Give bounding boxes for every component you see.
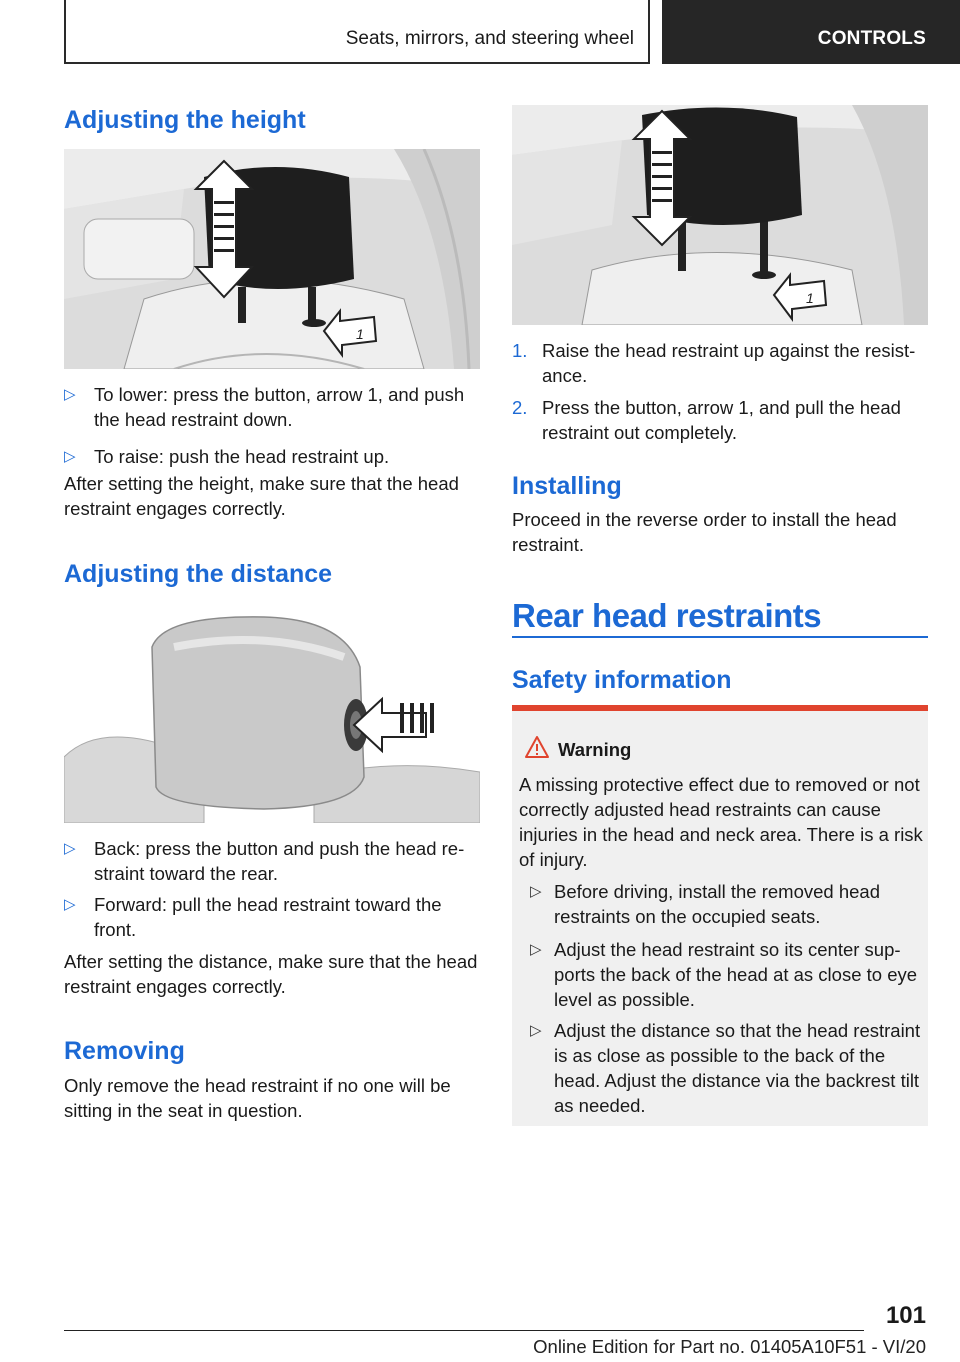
list-item-text: Before driving, install the removed head restraints on the occupied seats. (554, 881, 880, 927)
step-number: 1. (512, 340, 528, 361)
page-number: 101 (885, 1302, 926, 1329)
list-item-text: Adjust the distance so that the head restraint is as close as possible to the back of the head. Adjust the distance via the backrest tilt as needed. (554, 1020, 921, 1116)
step-text: Press the button, arrow 1, and pull the head restraint out completely. (542, 397, 901, 443)
list-item-text: Forward: pull the head restraint toward the front. (94, 894, 442, 940)
svg-text:1: 1 (356, 326, 364, 342)
header-box (64, 0, 650, 64)
heading-removing: Removing (64, 1037, 185, 1065)
installing-text: Proceed in the reverse order to install the head restraint. (512, 509, 897, 555)
list-item (64, 444, 480, 469)
step-item (512, 395, 928, 445)
warning-list-item (522, 1018, 922, 1118)
warning-text: A missing protective effect due to removed or not correctly adjusted head restraints can cause injuries in the head and neck area. There is a risk of injury. (519, 774, 923, 870)
triangle-right-icon: ▷ (530, 883, 542, 900)
list-item (64, 382, 480, 432)
heading-rear-head-restraints: Rear head restraints (512, 597, 822, 634)
heading-installing: Installing (512, 472, 622, 500)
heading-adjusting-height: Adjusting the height (64, 106, 306, 134)
triangle-right-icon: ▷ (64, 386, 76, 403)
list-item (64, 836, 480, 886)
heading-rule (512, 636, 928, 638)
height-note: After setting the height, make sure that the head restraint engages correctly. (64, 473, 459, 519)
triangle-right-icon: ▷ (64, 896, 76, 913)
svg-text:1: 1 (806, 290, 814, 306)
warning-list-item (522, 937, 922, 1012)
list-item-text: To lower: press the button, arrow 1, and push the head restraint down. (94, 384, 465, 430)
step-item (512, 338, 928, 388)
distance-note: After setting the distance, make sure that the head restraint engages correctly. (64, 951, 478, 997)
list-item-text: Adjust the head restraint so its center supports the back of the head at as close to eye level as possible. (554, 939, 918, 1010)
chapter-tab-label: CONTROLS (817, 28, 926, 49)
warning-list-item (522, 879, 922, 929)
list-item-text: Back: press the button and push the head restraint toward the rear. (94, 838, 465, 884)
illustration-removing (512, 105, 928, 325)
triangle-right-icon: ▷ (64, 448, 76, 465)
warning-box (512, 705, 928, 1126)
illustration-adjust-height (64, 149, 480, 369)
triangle-right-icon: ▷ (530, 941, 542, 958)
footer-edition: Online Edition for Part no. 01405A10F51 - VI/20 (533, 1336, 926, 1357)
warning-triangle-icon (524, 735, 550, 764)
list-item (64, 892, 480, 942)
warning-title: Warning (558, 739, 632, 760)
section-title: Seats, mirrors, and steering wheel (345, 28, 634, 49)
chapter-tab[interactable] (662, 0, 960, 64)
triangle-right-icon: ▷ (530, 1022, 542, 1039)
heading-adjusting-distance: Adjusting the distance (64, 560, 333, 588)
triangle-right-icon: ▷ (64, 840, 76, 857)
step-text: Raise the head restraint up against the resistance. (542, 340, 916, 386)
removing-text: Only remove the head restraint if no one will be sitting in the seat in question. (64, 1075, 451, 1121)
list-item-text: To raise: push the head restraint up. (94, 446, 390, 467)
footer-rule (64, 1330, 864, 1331)
heading-safety-information: Safety information (512, 666, 732, 694)
step-number: 2. (512, 397, 528, 418)
illustration-adjust-distance (64, 607, 480, 823)
